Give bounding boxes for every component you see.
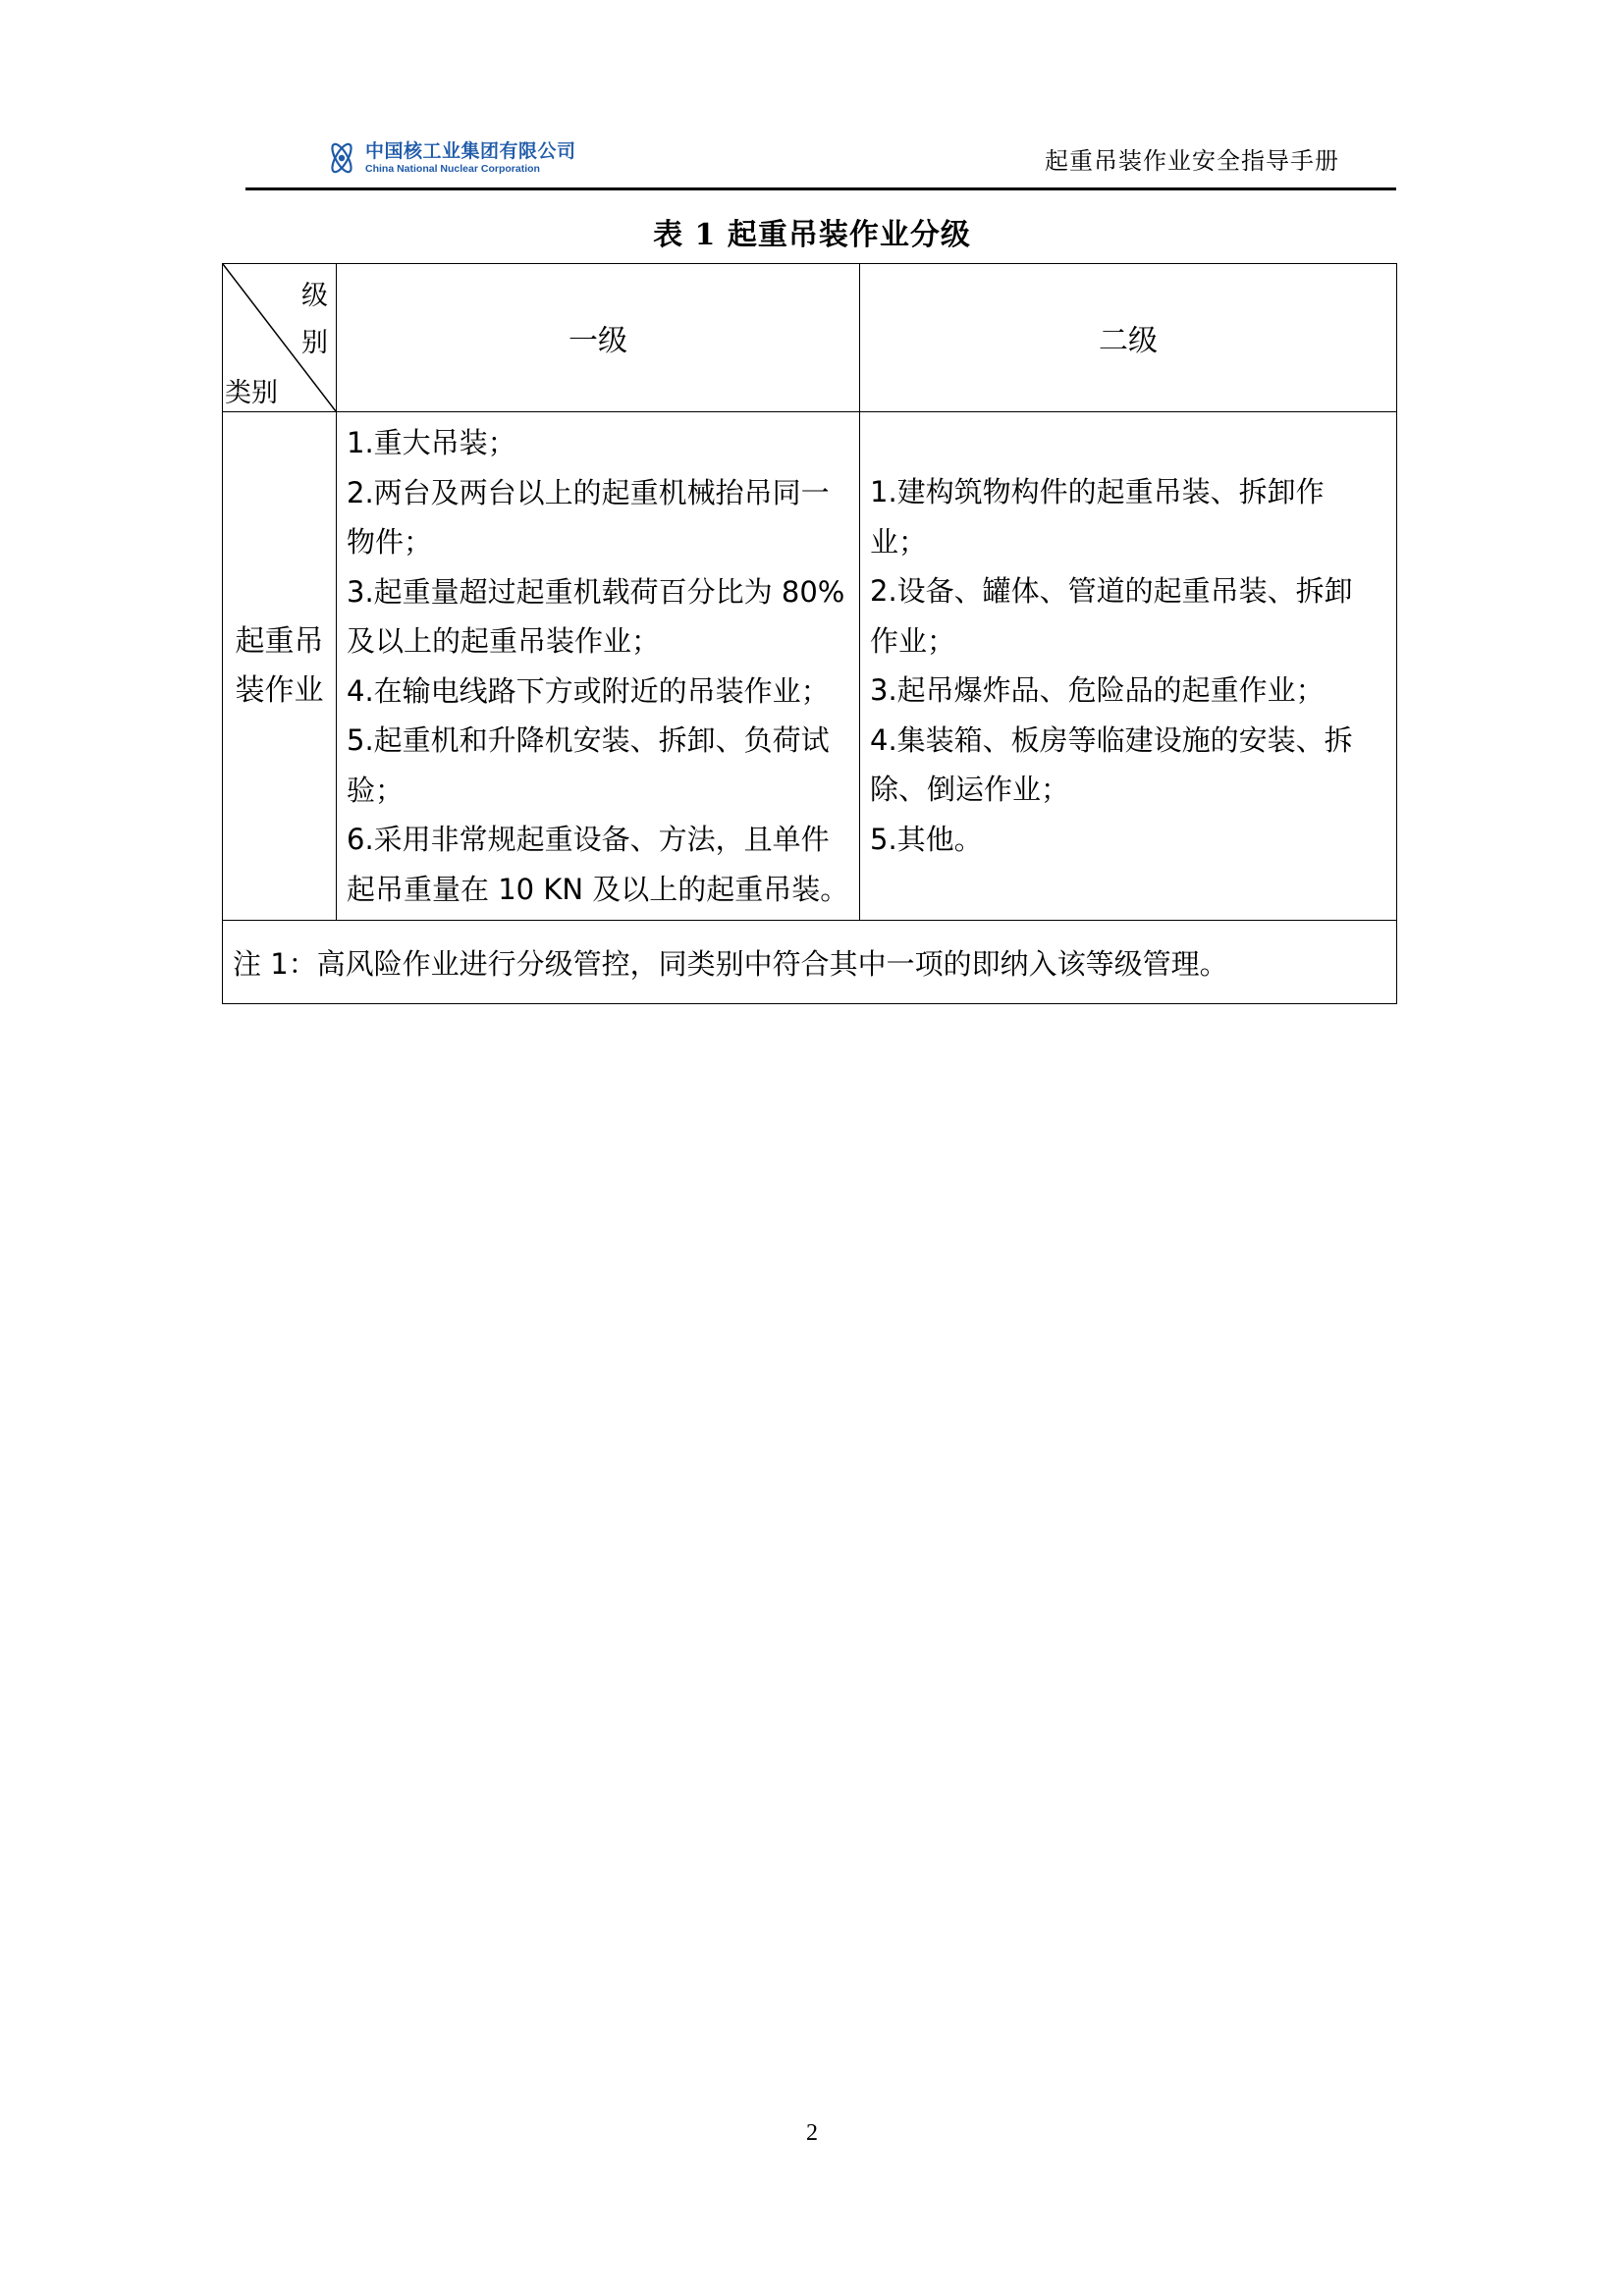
- table-row: [223, 412, 1397, 921]
- level1-header: 一级: [337, 264, 860, 412]
- list-item: 1.重大吊装；: [347, 426, 516, 459]
- list-item: 作业；: [870, 623, 956, 658]
- corner-label-category: 类别: [225, 378, 278, 408]
- list-item: 起吊重量在 10 KN 及以上的起重吊装。: [347, 872, 849, 906]
- page-number: 2: [806, 2120, 818, 2146]
- list-item: 及以上的起重吊装作业；: [347, 624, 661, 658]
- list-item: 4.集装箱、板房等临建设施的安装、拆: [870, 722, 1353, 757]
- list-item: 6.采用非常规起重设备、方法，且单件: [347, 823, 830, 856]
- table-note: 注 1：高风险作业进行分级管控，同类别中符合其中一项的即纳入该等级管理。: [223, 921, 1397, 1004]
- header-divider: [245, 187, 1396, 190]
- atom-logo-icon: [324, 139, 359, 177]
- list-item: 除、倒运作业；: [870, 773, 1070, 806]
- logo-chinese-name: 中国核工业集团有限公司: [365, 139, 576, 162]
- corner-header-cell: [223, 264, 337, 412]
- list-item: 1.建构筑物构件的起重吊装、拆卸作: [870, 475, 1325, 508]
- list-item: 业；: [870, 524, 928, 559]
- list-item: 5.起重机和升降机安装、拆卸、负荷试: [347, 723, 830, 757]
- level2-header: 二级: [860, 264, 1397, 412]
- note-row: [223, 921, 1397, 1004]
- list-item: 3.起重量超过起重机载荷百分比为 80%: [347, 574, 845, 609]
- category-line: 起重吊: [235, 623, 324, 659]
- list-item: 2.两台及两台以上的起重机械抬吊同一: [347, 475, 830, 509]
- list-item: 5.其他。: [870, 822, 983, 856]
- grading-table: [222, 263, 1397, 1004]
- level2-items-cell: [860, 412, 1397, 921]
- level1-items-cell: [337, 412, 860, 921]
- table-title: 表 1 起重吊装作业分级: [653, 218, 971, 252]
- category-cell: [223, 412, 337, 921]
- corner-label-level-2: 别: [301, 328, 328, 358]
- list-item: 物件；: [347, 525, 433, 559]
- logo-english-name: China National Nuclear Corporation: [365, 162, 540, 175]
- category-line: 装作业: [235, 672, 324, 708]
- company-logo: [324, 139, 576, 177]
- table-header-row: [223, 264, 1397, 412]
- corner-label-level-1: 级: [301, 281, 328, 311]
- list-item: 验；: [347, 773, 405, 807]
- document-title: 起重吊装作业安全指导手册: [1045, 147, 1339, 175]
- list-item: 2.设备、罐体、管道的起重吊装、拆卸: [870, 574, 1353, 608]
- list-item: 4.在输电线路下方或附近的吊装作业；: [347, 673, 830, 708]
- list-item: 3.起吊爆炸品、危险品的起重作业；: [870, 673, 1325, 707]
